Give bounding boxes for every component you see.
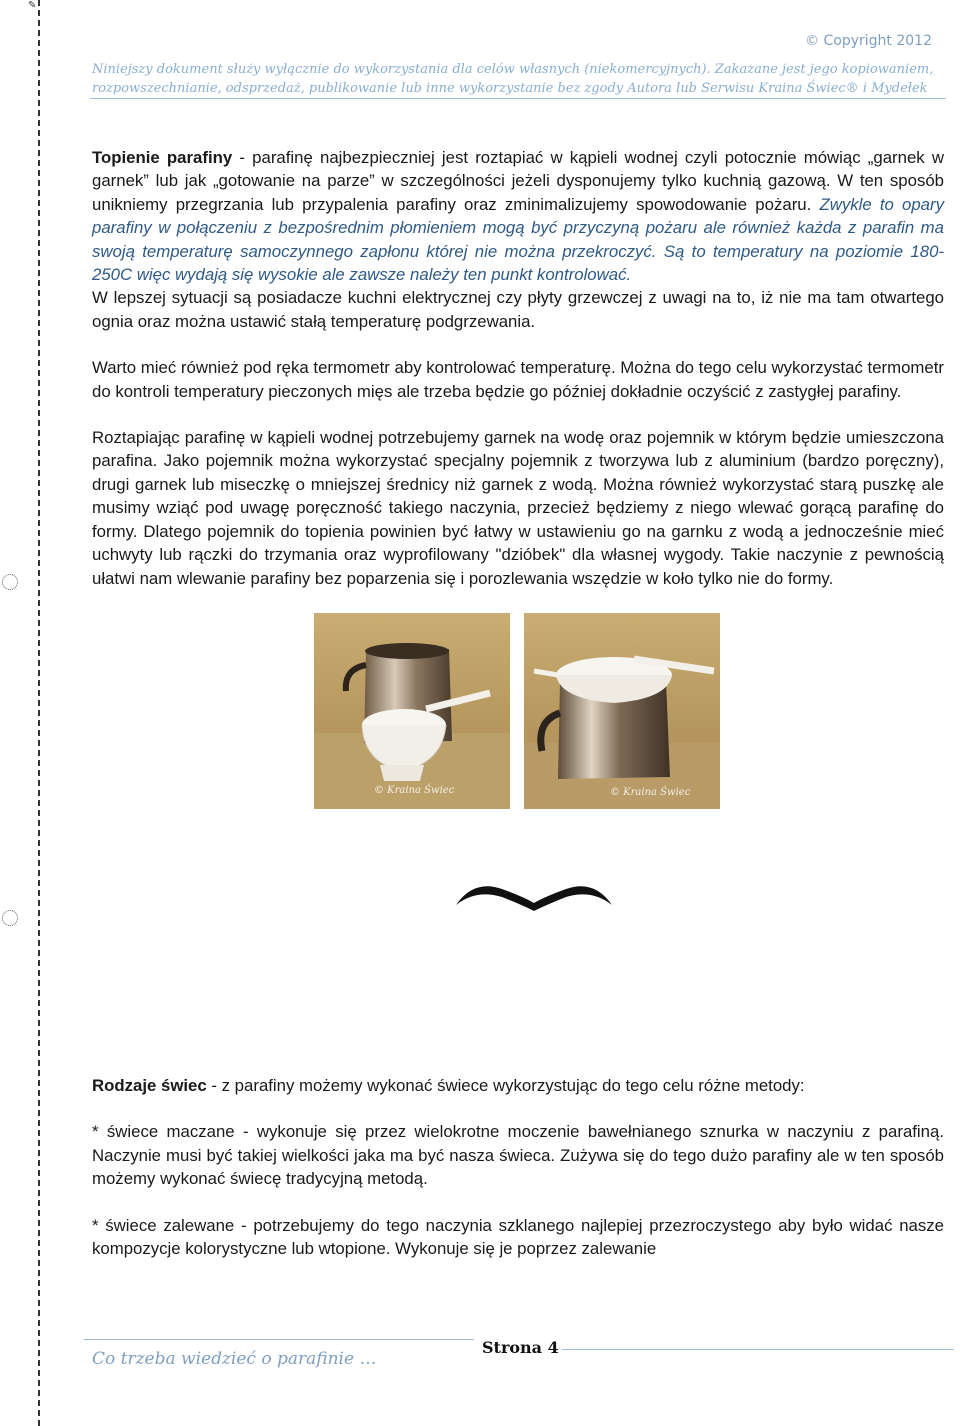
melting-section (92, 146, 944, 915)
melting-lead: Topienie parafiny (92, 148, 233, 167)
photo-melter-on-pot (524, 613, 720, 809)
photo-pot-and-melter (314, 613, 510, 809)
photo-watermark: © Kraina Świec (374, 784, 455, 796)
disclaimer-line-2: rozpowszechnianie, odsprzedaż, publikowanie lub inne wykorzystanie bez zgody Autora lub Serwisu Kraina Świec® i Mydełek (92, 81, 928, 96)
candle-types-intro-text: - z parafiny możemy wykonać świece wykorzystując do tego celu różne metody: (206, 1076, 805, 1095)
disclaimer-line-1: Niniejszy dokument służy wyłącznie do wykorzystania dla celów własnych (niekomercyjnych). Zakazane jest jego kopiowaniem, (92, 62, 934, 77)
footer-rule-left (84, 1339, 474, 1340)
corner-mark: ✎ (28, 0, 37, 11)
punch-hole (2, 574, 18, 590)
container-paragraph: Roztapiając parafinę w kąpieli wodnej potrzebujemy garnek na wodę oraz pojemnik w którym będzie umieszczona parafina. Jako pojemnik można wykorzystać specjalny pojemnik z tworzywa lub z aluminium (bardzo poręczny), drugi garnek lub miseczkę o mniejszej średnicy niż garnek z wodą. Można również wykorzystać starą puszkę ale musimy wziąć pod uwagę poręczność takiego naczynia, przecież będziemy z niego wlewać gorącą parafinę do formy. Dlatego pojemnik do topienia powinien być łatwy w ustawieniu go na garnku z wodą a jednocześnie mieć uchwyty lub rączki do trzymania oraz wyprofilowany "dzióbek" dla własnej wygody. Takie naczynie z pewnością ułatwi nam wlewanie parafiny bez poparzenia się i porozlewania wszędzie w koło tylko nie do formy. (92, 428, 944, 588)
dipped-candles-paragraph: * świece maczane - wykonuje się przez wielokrotne moczenie bawełnianego sznurka w naczyniu z parafiną. Naczynie musi być takiej wielkości jaka ma być nasza świeca. Zużywa się do tego dużo parafiny ale w ten sposób możemy wykonać świecę tradycyjną metodą. (92, 1122, 944, 1189)
footer-title: Co trzeba wiedzieć o parafinie … (92, 1349, 377, 1369)
candle-types-lead: Rodzaje świec (92, 1076, 207, 1095)
thermometer-paragraph: Warto mieć również pod ręka termometr aby kontrolować temperaturę. Można do tego celu wykorzystać termometr do kontroli temperatury pieczonych mięs ale trzeba będzie go później dokładnie oczyścić z zastygłej parafiny. (92, 358, 944, 401)
page-number: Strona 4 (482, 1338, 559, 1357)
header-copyright: © Copyright 2012 (805, 33, 932, 49)
electric-paragraph: W lepszej sytuacji są posiadacze kuchni elektrycznej czy płyty grzewczej z uwagi na to, iż nie ma tam otwartego ognia oraz można ustawić stałą temperaturę podgrzewania. (92, 288, 944, 331)
header-disclaimer (92, 60, 950, 98)
candle-types-section (92, 1074, 944, 1283)
footer-rule-right (562, 1349, 954, 1350)
binding-margin-line (38, 0, 40, 1426)
photo-watermark: © Kraina Świec (610, 786, 691, 798)
photo-gallery (314, 613, 944, 809)
melting-text: - parafinę najbezpieczniej jest roztapiać w kąpieli wodnej czyli potocznie mówiąc „garnek w garnek” lub jak „gotowanie na parze” w szczególności jeżeli dysponujemy tylko kuchnią gazową. W ten sposób unikniemy przegrzania lub przypalenia parafiny oraz zminimalizujemy spowodowanie pożaru. (92, 148, 944, 214)
poured-candles-paragraph: * świece zalewane - potrzebujemy do tego naczynia szklanego najlepiej przezroczystego aby było widać nasze kompozycje kolorystyczne lub wtopione. Wykonuje się je poprzez zalewanie (92, 1215, 944, 1259)
candle-types-intro (92, 1074, 944, 1097)
header-rule (90, 98, 946, 99)
decorative-swash-icon (454, 875, 614, 915)
punch-hole (2, 910, 18, 926)
melting-paragraph (92, 146, 944, 286)
fire-warning: Zwykle to opary parafiny w połączeniu z bezpośrednim płomieniem mogą być przyczyną pożaru ale również każda z parafin ma swoją temperaturę samoczynnego zapłonu której nie można przekroczyć. Są to temperatury na poziomie 180-250C więc wydają się wysokie ale zawsze należy ten punkt kontrolować. (92, 194, 944, 285)
